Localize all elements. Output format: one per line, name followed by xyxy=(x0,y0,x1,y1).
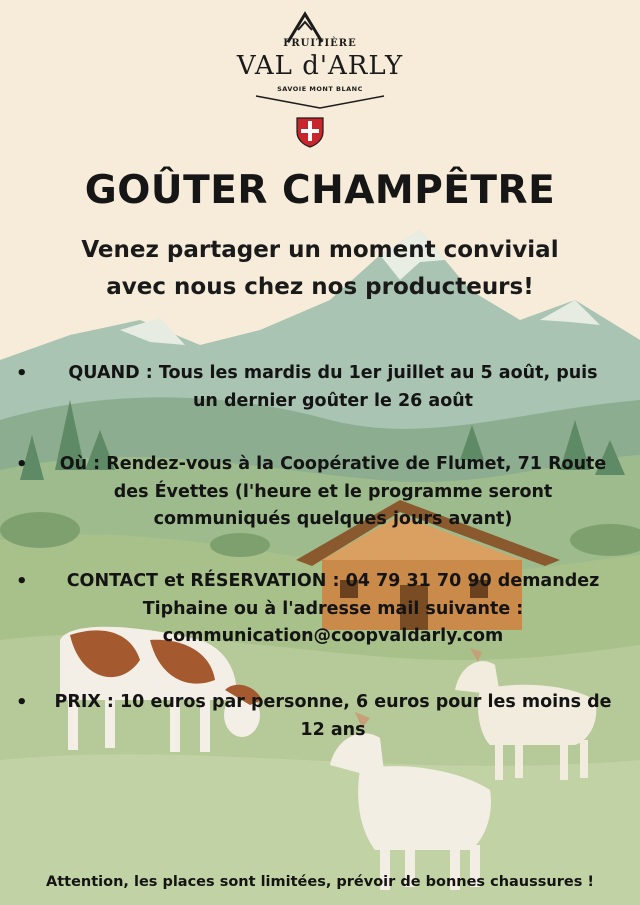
item-line: communiqués quelques jours avant) xyxy=(153,509,513,529)
subtitle-line-1: Venez partager un moment convivial xyxy=(81,237,559,263)
item-line: un dernier goûter le 26 août xyxy=(192,390,474,411)
item-line: PRIX : 10 euros par personne, 6 euros pour les moins de xyxy=(54,692,612,712)
footer-note: Attention, les places sont limitées, prévoir de bonnes chaussures ! xyxy=(45,874,594,890)
contact-email: communication@coopvaldarly.com xyxy=(162,626,504,646)
bullet-icon: • xyxy=(16,363,28,384)
bullet-icon: • xyxy=(16,692,28,713)
subtitle-line-2: avec nous chez nos producteurs! xyxy=(106,274,534,300)
logo-brand-name: VAL d'ARLY xyxy=(236,51,404,81)
item-line: des Évettes (l'heure et le programme seront xyxy=(113,481,553,502)
item-line: QUAND : Tous les mardis du 1er juillet au 5 août, puis xyxy=(68,363,598,383)
item-line: Où : Rendez-vous à la Coopérative de Flumet, 71 Route xyxy=(59,454,607,474)
bullet-icon: • xyxy=(16,454,28,475)
bullet-icon: • xyxy=(16,571,28,592)
item-line: Tiphaine ou à l'adresse mail suivante : xyxy=(142,598,524,619)
info-item-quand xyxy=(16,360,628,415)
info-item-contact xyxy=(16,568,628,651)
item-line: CONTACT et RÉSERVATION : 04 79 31 70 90 demandez xyxy=(66,571,600,591)
logo-subtitle: SAVOIE MONT BLANC xyxy=(277,85,363,93)
item-line: 12 ans xyxy=(300,719,366,740)
page-title: GOÛTER CHAMPÊTRE xyxy=(84,168,556,213)
info-item-prix xyxy=(16,689,628,744)
info-item-ou xyxy=(16,451,628,534)
logo-fruitiere-text: FRUITIÈRE xyxy=(283,38,357,49)
subtitle xyxy=(20,232,620,306)
